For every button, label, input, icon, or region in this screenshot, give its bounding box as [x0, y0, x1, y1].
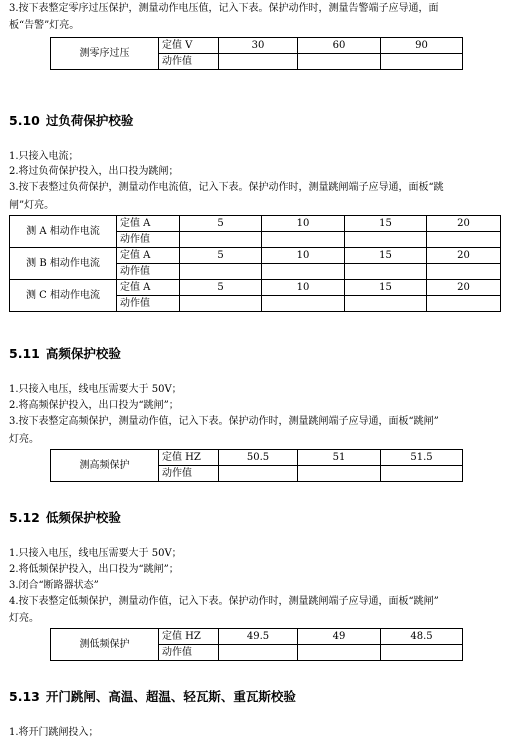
row-label: 测零序过压 [51, 38, 159, 70]
low-frequency-table [50, 628, 463, 661]
action-value-cell [381, 645, 463, 661]
high-frequency-table [50, 449, 463, 482]
setting-label: 定值 A [117, 280, 180, 296]
action-value-cell [262, 264, 345, 280]
body-text: 1.只接入电流； [9, 151, 79, 162]
section-title: 开门跳闸、高温、超温、轻瓦斯、重瓦斯校验 [45, 689, 296, 704]
setting-value: 5 [180, 280, 262, 296]
action-value-cell [427, 296, 501, 312]
action-value-cell [219, 54, 298, 70]
section-heading [9, 508, 121, 526]
setting-value: 10 [262, 216, 345, 232]
setting-value: 20 [427, 216, 501, 232]
setting-label: 定值 V [159, 38, 219, 54]
action-value-cell [262, 296, 345, 312]
overload-table [9, 215, 501, 312]
action-label: 动作值 [117, 264, 180, 280]
section-heading [9, 344, 121, 362]
setting-value: 15 [345, 280, 427, 296]
action-label: 动作值 [159, 54, 219, 70]
action-value-cell [427, 264, 501, 280]
action-value-cell [427, 232, 501, 248]
zero-sequence-table [50, 37, 463, 70]
setting-value: 49.5 [219, 629, 298, 645]
setting-value: 10 [262, 280, 345, 296]
row-label: 测高频保护 [51, 450, 159, 482]
body-text: 板“告警”灯亮。 [9, 20, 80, 31]
setting-label: 定值 A [117, 248, 180, 264]
action-value-cell [345, 296, 427, 312]
action-label: 动作值 [159, 645, 219, 661]
setting-value: 15 [345, 248, 427, 264]
section-number: 5.10 [9, 113, 40, 128]
action-label: 动作值 [117, 296, 180, 312]
setting-label: 定值 A [117, 216, 180, 232]
body-text: 1.只接入电压，线电压需要大于 50V； [9, 384, 182, 395]
section-title: 低频保护校验 [45, 510, 121, 525]
body-text: 4.按下表整定低频保护，测量动作值，记入下表。保护动作时，测量跳闸端子应导通，面板“跳闸” [9, 596, 439, 607]
body-text: 1.只接入电压，线电压需要大于 50V； [9, 548, 182, 559]
section-number: 5.12 [9, 510, 40, 525]
body-text: 3.闭合“断路器状态” [9, 580, 99, 591]
row-label: 测 A 相动作电流 [10, 216, 117, 248]
section-heading [9, 111, 133, 129]
body-text: 2.将高频保护投入，出口投为“跳闸”； [9, 400, 179, 411]
setting-value: 30 [219, 38, 298, 54]
setting-label: 定值 HZ [159, 629, 219, 645]
setting-value: 15 [345, 216, 427, 232]
body-text: 灯亮。 [9, 613, 39, 624]
action-value-cell [345, 232, 427, 248]
row-label: 测 B 相动作电流 [10, 248, 117, 280]
body-text: 2.将过负荷保护投入，出口投为跳闸； [9, 166, 179, 177]
setting-value: 5 [180, 216, 262, 232]
setting-value: 49 [298, 629, 381, 645]
action-value-cell [298, 645, 381, 661]
setting-value: 90 [381, 38, 463, 54]
action-value-cell [381, 466, 463, 482]
setting-value: 20 [427, 280, 501, 296]
setting-value: 60 [298, 38, 381, 54]
setting-label: 定值 HZ [159, 450, 219, 466]
body-text: 闸”灯亮。 [9, 200, 55, 211]
section-title: 高频保护校验 [45, 346, 121, 361]
action-value-cell [180, 232, 262, 248]
setting-value: 5 [180, 248, 262, 264]
action-value-cell [298, 54, 381, 70]
section-title: 过负荷保护校验 [45, 113, 134, 128]
row-label: 测 C 相动作电流 [10, 280, 117, 312]
setting-value: 50.5 [219, 450, 298, 466]
action-label: 动作值 [117, 232, 180, 248]
action-value-cell [180, 296, 262, 312]
setting-value: 51.5 [381, 450, 463, 466]
body-text: 3.按下表整定零序过压保护，测量动作电压值，记入下表。保护动作时，测量告警端子应导通，面 [9, 3, 439, 14]
action-label: 动作值 [159, 466, 219, 482]
setting-value: 48.5 [381, 629, 463, 645]
action-value-cell [262, 232, 345, 248]
section-number: 5.11 [9, 346, 40, 361]
section-number: 5.13 [9, 689, 40, 704]
action-value-cell [298, 466, 381, 482]
setting-value: 51 [298, 450, 381, 466]
action-value-cell [219, 466, 298, 482]
body-text: 3.按下表整过负荷保护，测量动作电流值，记入下表。保护动作时，测量跳闸端子应导通，面板“跳 [9, 182, 444, 193]
body-text: 1.将开门跳闸投入； [9, 727, 99, 738]
action-value-cell [381, 54, 463, 70]
setting-value: 10 [262, 248, 345, 264]
action-value-cell [219, 645, 298, 661]
body-text: 2.将低频保护投入，出口投为“跳闸”； [9, 564, 179, 575]
body-text: 灯亮。 [9, 434, 39, 445]
action-value-cell [180, 264, 262, 280]
row-label: 测低频保护 [51, 629, 159, 661]
section-heading [9, 687, 296, 705]
body-text: 3.按下表整定高频保护，测量动作值，记入下表。保护动作时，测量跳闸端子应导通，面板“跳闸” [9, 416, 439, 427]
setting-value: 20 [427, 248, 501, 264]
action-value-cell [345, 264, 427, 280]
